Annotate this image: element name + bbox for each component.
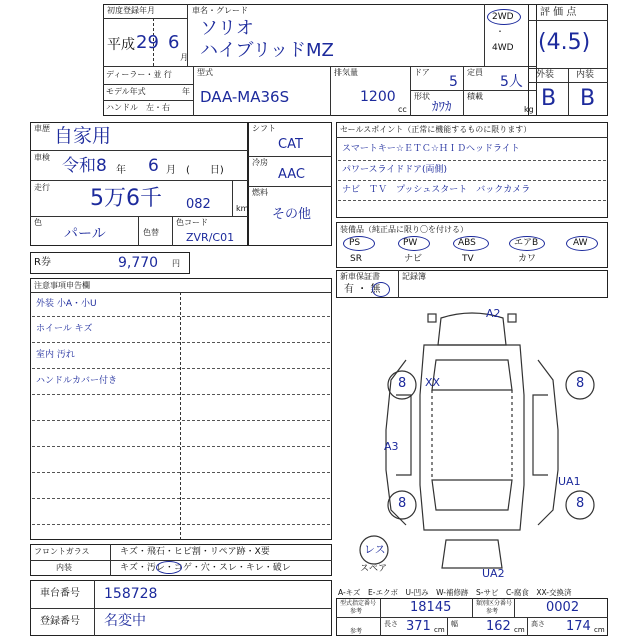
vehicle-diagram bbox=[336, 300, 608, 580]
front-glass-value: キズ・飛石・ヒビ割・リペア跡・X要 bbox=[120, 547, 270, 557]
ext-label: 外装 bbox=[536, 70, 555, 80]
width-unit: cm bbox=[514, 626, 525, 634]
type-cert-value: 18145 bbox=[410, 600, 452, 615]
type-cert-ref: 参考 bbox=[350, 608, 363, 615]
shape-label: 形状 bbox=[414, 92, 430, 101]
legend: A-キズ E-エクボ U-凹み W-補修跡 S-サビ C-腐食 XX-交換済 bbox=[338, 588, 572, 597]
use-value: 自家用 bbox=[54, 125, 112, 147]
dealer-label: ディーラー・並 行 bbox=[106, 70, 172, 79]
color-code-label: 色コード bbox=[176, 218, 208, 227]
interior-label: 内装 bbox=[56, 563, 72, 572]
notes-line-3: 室内 汚れ bbox=[36, 350, 75, 360]
equip-leather: カワ bbox=[518, 254, 537, 264]
cc-unit: cc bbox=[398, 105, 407, 114]
notes-line-1: 外装 小A・小U bbox=[36, 299, 97, 309]
color-code: ZVR/C01 bbox=[186, 231, 235, 244]
sales-line-1: スマートキー☆ＥＴＣ☆ＨＩＤヘッドライト bbox=[342, 144, 520, 154]
interior-stain-circle bbox=[156, 561, 182, 574]
tire-mark-rl: 8 bbox=[398, 496, 407, 511]
recycle-label: R券 bbox=[34, 257, 51, 268]
equip-tv: TV bbox=[462, 254, 474, 264]
kg-unit: kg bbox=[524, 105, 534, 114]
inspection-label: 車検 bbox=[34, 153, 50, 162]
first-reg-label: 初度登録年月 bbox=[107, 6, 155, 15]
notes-line-2: ホイール キズ bbox=[36, 324, 93, 334]
warranty-none-circle bbox=[372, 282, 390, 297]
inspection-day: ( 日) bbox=[186, 165, 224, 176]
recycle-value: 9,770 bbox=[118, 255, 159, 271]
reg-year: 29 bbox=[136, 32, 159, 53]
equip-navi: ナビ bbox=[404, 254, 423, 264]
model-year-label: モデル年式 bbox=[106, 87, 146, 96]
drive-4wd: 4WD bbox=[492, 43, 514, 53]
car-name: ソリオ bbox=[200, 18, 254, 39]
diag-a3: A3 bbox=[384, 440, 399, 453]
tire-mark-fl: 8 bbox=[398, 376, 407, 391]
notes-separator bbox=[32, 316, 330, 317]
type-value: DAA-MA36S bbox=[200, 88, 290, 106]
width-value: 162 bbox=[486, 619, 511, 634]
recorder-label: 記録簿 bbox=[402, 272, 426, 281]
inspection-year-unit: 年 bbox=[116, 165, 126, 176]
height-unit: cm bbox=[594, 626, 605, 634]
fuel-label: 燃料 bbox=[252, 188, 268, 197]
tire-mark-fr: 8 bbox=[576, 376, 585, 391]
diag-spare-less: レス bbox=[364, 543, 386, 556]
use-label: 車歴 bbox=[34, 124, 50, 133]
class-label: 類別区分番号 bbox=[476, 600, 513, 607]
notes-separator bbox=[32, 368, 330, 369]
tire-mark-rr: 8 bbox=[576, 496, 585, 511]
height-value: 174 bbox=[566, 619, 591, 634]
reg-label: 登録番号 bbox=[40, 616, 80, 627]
recycle-block bbox=[30, 252, 190, 274]
capacity-value: 5人 bbox=[500, 74, 523, 90]
shift-label: シフト bbox=[252, 124, 276, 133]
car-name-label: 車名・グレード bbox=[192, 6, 248, 15]
inspection-month: 6 bbox=[148, 156, 159, 176]
length-label: 長さ bbox=[384, 620, 398, 628]
reg-value: 名変中 bbox=[104, 613, 146, 629]
reg-month: 6 bbox=[168, 32, 180, 53]
model-year-unit: 年 bbox=[182, 87, 190, 96]
load-label: 積載 bbox=[467, 92, 483, 101]
ac-label: 冷房 bbox=[252, 158, 268, 167]
equip-airb: エアB bbox=[514, 238, 539, 248]
mileage-main: 5万6千 bbox=[90, 186, 162, 211]
notes-separator bbox=[32, 446, 330, 447]
equip-aw: AW bbox=[573, 238, 588, 248]
equip-sr: SR bbox=[350, 254, 362, 264]
fuel-value: その他 bbox=[272, 207, 312, 222]
ext-grade: B bbox=[541, 86, 557, 111]
handle-label: ハンドル 左・右 bbox=[106, 103, 170, 112]
inspection-value: 令和8 bbox=[62, 156, 107, 176]
height-label: 高さ bbox=[531, 620, 545, 628]
notes-block bbox=[30, 278, 332, 540]
length-unit: cm bbox=[434, 626, 445, 634]
notes-separator bbox=[32, 472, 330, 473]
int-label: 内装 bbox=[576, 70, 595, 80]
interior-value: キズ・汚レ・コゲ・穴・スレ・キレ・破レ bbox=[120, 563, 291, 573]
type-cert-label: 型式指定番号 bbox=[340, 600, 377, 607]
diag-xx: XX bbox=[425, 376, 441, 389]
shape-value: ｶﾜｶ bbox=[432, 100, 452, 115]
score-label: 評 価 点 bbox=[540, 7, 577, 18]
int-grade: B bbox=[580, 86, 596, 111]
notes-separator bbox=[32, 498, 330, 499]
mileage-label: 走行 bbox=[34, 183, 50, 192]
drive-dot: ・ bbox=[496, 27, 504, 36]
chassis-value: 158728 bbox=[104, 586, 158, 602]
capacity-label: 定員 bbox=[467, 68, 483, 77]
ac-value: AAC bbox=[278, 167, 305, 182]
color-tone-label: 色替 bbox=[143, 228, 159, 237]
diag-ua2: UA2 bbox=[482, 567, 505, 580]
equip-pw: PW bbox=[403, 238, 418, 248]
km-unit: km bbox=[236, 204, 249, 213]
car-grade: ハイブリッドMZ bbox=[200, 40, 334, 61]
chassis-label: 車台番号 bbox=[40, 588, 80, 599]
drive-2wd: 2WD bbox=[492, 12, 514, 22]
sales-title: セールスポイント（正常に機能するものに限ります） bbox=[340, 125, 532, 134]
notes-separator bbox=[32, 342, 330, 343]
displacement-label: 排気量 bbox=[334, 68, 358, 77]
front-glass-label: フロントガラス bbox=[34, 547, 90, 556]
color-value: パール bbox=[64, 226, 106, 242]
recycle-unit: 円 bbox=[172, 259, 180, 268]
class-ref: 参考 bbox=[486, 608, 499, 615]
diag-spare: スペア bbox=[360, 564, 388, 574]
month-unit: 月 bbox=[180, 53, 188, 62]
score-value: (4.5) bbox=[538, 30, 591, 55]
color-label: 色 bbox=[34, 218, 42, 227]
notes-title: 注意事項申告欄 bbox=[34, 281, 90, 290]
door-value: 5 bbox=[449, 74, 458, 90]
warranty-label: 新車保証書 bbox=[340, 272, 380, 281]
dims-ref: 参考 bbox=[350, 628, 363, 635]
type-label: 型式 bbox=[197, 68, 213, 77]
equip-ps: PS bbox=[349, 238, 361, 248]
diag-a2-top: A2 bbox=[486, 307, 501, 320]
era-label: 平成 bbox=[107, 37, 135, 53]
length-value: 371 bbox=[406, 619, 431, 634]
notes-separator bbox=[32, 420, 330, 421]
shift-value: CAT bbox=[278, 137, 303, 152]
sales-line-2: パワースライドドア(両側) bbox=[342, 165, 448, 175]
door-label: ドア bbox=[414, 68, 430, 77]
class-value: 0002 bbox=[546, 600, 580, 615]
notes-separator bbox=[32, 394, 330, 395]
diag-ua1: UA1 bbox=[558, 475, 581, 488]
inspection-month-unit: 月 bbox=[166, 165, 176, 176]
displacement-value: 1200 bbox=[360, 89, 396, 105]
width-label: 幅 bbox=[451, 620, 458, 628]
equipment-title: 装備品（純正品に限り〇を付ける） bbox=[340, 225, 468, 234]
mileage-sub: 082 bbox=[186, 197, 211, 212]
notes-separator bbox=[32, 524, 330, 525]
warranty-value: 有 ・ 無 bbox=[344, 284, 381, 295]
notes-line-4: ハンドルカバー付き bbox=[36, 376, 118, 386]
sales-line-3: ナビ ＴＶ プッシュスタート バックカメラ bbox=[342, 185, 531, 195]
equip-abs: ABS bbox=[458, 238, 476, 248]
